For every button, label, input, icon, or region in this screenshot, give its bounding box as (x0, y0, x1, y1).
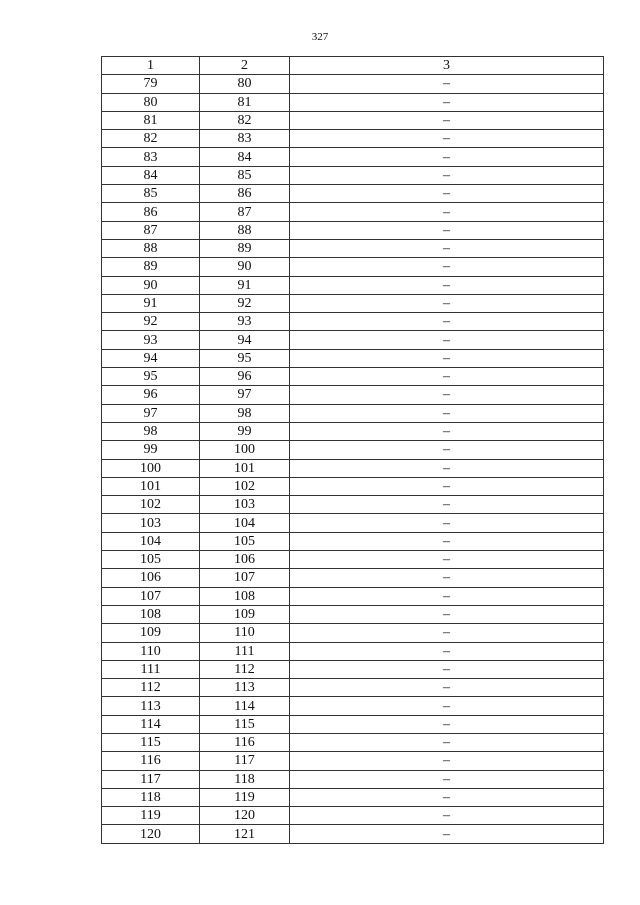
table-cell-col-3: – (290, 75, 604, 93)
table-cell-col-1: 97 (102, 404, 200, 422)
table-cell-col-2: 98 (200, 404, 290, 422)
table-row (102, 239, 604, 257)
table-cell-col-1: 102 (102, 496, 200, 514)
table-cell-col-3: – (290, 624, 604, 642)
table-row (102, 221, 604, 239)
table-cell-col-2: 107 (200, 569, 290, 587)
table-cell-col-2: 88 (200, 221, 290, 239)
table-cell-col-2: 116 (200, 733, 290, 751)
table-cell-col-1: 109 (102, 624, 200, 642)
table-cell-col-1: 98 (102, 422, 200, 440)
table-row (102, 697, 604, 715)
table-row (102, 551, 604, 569)
table-cell-col-3: – (290, 386, 604, 404)
column-header-1: 1 (102, 57, 200, 75)
table-cell-col-1: 80 (102, 93, 200, 111)
table-cell-col-1: 120 (102, 825, 200, 843)
table-row (102, 294, 604, 312)
table-cell-col-2: 113 (200, 679, 290, 697)
table-cell-col-1: 87 (102, 221, 200, 239)
table-cell-col-3: – (290, 825, 604, 843)
table-cell-col-1: 96 (102, 386, 200, 404)
table-cell-col-3: – (290, 788, 604, 806)
table-cell-col-1: 115 (102, 733, 200, 751)
page-number: 327 (311, 31, 329, 43)
table-cell-col-1: 94 (102, 349, 200, 367)
table-cell-col-1: 89 (102, 258, 200, 276)
table-row (102, 514, 604, 532)
table-row (102, 422, 604, 440)
table-row (102, 825, 604, 843)
table-cell-col-1: 108 (102, 605, 200, 623)
table-cell-col-1: 99 (102, 441, 200, 459)
table-cell-col-3: – (290, 258, 604, 276)
table-row (102, 75, 604, 93)
table-row (102, 770, 604, 788)
table-cell-col-1: 103 (102, 514, 200, 532)
table-cell-col-1: 110 (102, 642, 200, 660)
table-row (102, 276, 604, 294)
table-cell-col-1: 105 (102, 551, 200, 569)
table-cell-col-3: – (290, 715, 604, 733)
table-cell-col-1: 118 (102, 788, 200, 806)
table-cell-col-1: 116 (102, 752, 200, 770)
table-cell-col-2: 85 (200, 166, 290, 184)
table-cell-col-1: 114 (102, 715, 200, 733)
table-row (102, 441, 604, 459)
table-row (102, 368, 604, 386)
table-row (102, 313, 604, 331)
table-cell-col-3: – (290, 660, 604, 678)
table-cell-col-2: 108 (200, 587, 290, 605)
table-cell-col-2: 97 (200, 386, 290, 404)
table-cell-col-1: 82 (102, 130, 200, 148)
table-cell-col-2: 91 (200, 276, 290, 294)
table-cell-col-2: 80 (200, 75, 290, 93)
table-row (102, 349, 604, 367)
table-cell-col-3: – (290, 496, 604, 514)
table-row (102, 111, 604, 129)
table-cell-col-3: – (290, 221, 604, 239)
table-cell-col-1: 79 (102, 75, 200, 93)
table-row (102, 660, 604, 678)
table-cell-col-2: 106 (200, 551, 290, 569)
table-cell-col-3: – (290, 422, 604, 440)
table-cell-col-3: – (290, 770, 604, 788)
table-cell-col-3: – (290, 313, 604, 331)
table-cell-col-3: – (290, 532, 604, 550)
table-row (102, 715, 604, 733)
table-cell-col-2: 102 (200, 477, 290, 495)
table-cell-col-3: – (290, 477, 604, 495)
table-cell-col-2: 96 (200, 368, 290, 386)
table-row (102, 203, 604, 221)
table-cell-col-3: – (290, 349, 604, 367)
table-cell-col-2: 87 (200, 203, 290, 221)
table-cell-col-3: – (290, 404, 604, 422)
table-cell-col-1: 111 (102, 660, 200, 678)
table-row (102, 93, 604, 111)
table-cell-col-2: 95 (200, 349, 290, 367)
table-body (102, 75, 604, 843)
table-row (102, 185, 604, 203)
table-cell-col-2: 99 (200, 422, 290, 440)
table-cell-col-2: 82 (200, 111, 290, 129)
table-cell-col-3: – (290, 441, 604, 459)
table-cell-col-3: – (290, 148, 604, 166)
table-row (102, 477, 604, 495)
table-cell-col-2: 92 (200, 294, 290, 312)
table-cell-col-3: – (290, 185, 604, 203)
table-cell-col-2: 112 (200, 660, 290, 678)
table-cell-col-1: 117 (102, 770, 200, 788)
table-row (102, 624, 604, 642)
table-cell-col-2: 84 (200, 148, 290, 166)
table-row (102, 807, 604, 825)
table-cell-col-2: 111 (200, 642, 290, 660)
table-cell-col-2: 83 (200, 130, 290, 148)
table-row (102, 386, 604, 404)
table-cell-col-3: – (290, 276, 604, 294)
table-cell-col-2: 104 (200, 514, 290, 532)
table-header (102, 57, 604, 75)
table-row (102, 130, 604, 148)
table-cell-col-1: 106 (102, 569, 200, 587)
table-cell-col-2: 114 (200, 697, 290, 715)
table-cell-col-2: 119 (200, 788, 290, 806)
table-cell-col-2: 120 (200, 807, 290, 825)
table-cell-col-3: – (290, 569, 604, 587)
table-cell-col-3: – (290, 587, 604, 605)
table-row (102, 148, 604, 166)
column-header-3: 3 (290, 57, 604, 75)
table-cell-col-2: 100 (200, 441, 290, 459)
table-row (102, 331, 604, 349)
table-cell-col-3: – (290, 697, 604, 715)
table-row (102, 733, 604, 751)
table-row (102, 532, 604, 550)
table-cell-col-2: 101 (200, 459, 290, 477)
table-cell-col-1: 113 (102, 697, 200, 715)
table-cell-col-1: 107 (102, 587, 200, 605)
table-cell-col-1: 100 (102, 459, 200, 477)
table-cell-col-2: 86 (200, 185, 290, 203)
table-cell-col-1: 93 (102, 331, 200, 349)
table-cell-col-3: – (290, 514, 604, 532)
table-cell-col-1: 119 (102, 807, 200, 825)
table-row (102, 788, 604, 806)
table-cell-col-3: – (290, 679, 604, 697)
table-row (102, 496, 604, 514)
table-cell-col-1: 91 (102, 294, 200, 312)
table-row (102, 605, 604, 623)
table-cell-col-1: 81 (102, 111, 200, 129)
table-cell-col-2: 94 (200, 331, 290, 349)
table-cell-col-2: 89 (200, 239, 290, 257)
table-row (102, 258, 604, 276)
table-cell-col-1: 83 (102, 148, 200, 166)
table-row (102, 166, 604, 184)
table-row (102, 459, 604, 477)
table-row (102, 679, 604, 697)
data-table (101, 56, 604, 844)
table-cell-col-1: 90 (102, 276, 200, 294)
table-cell-col-2: 103 (200, 496, 290, 514)
table-cell-col-3: – (290, 111, 604, 129)
table-cell-col-1: 104 (102, 532, 200, 550)
table-cell-col-3: – (290, 752, 604, 770)
header-row (102, 57, 604, 75)
table-cell-col-2: 118 (200, 770, 290, 788)
table-cell-col-2: 81 (200, 93, 290, 111)
table-row (102, 569, 604, 587)
table-cell-col-1: 101 (102, 477, 200, 495)
table-cell-col-3: – (290, 459, 604, 477)
table-cell-col-3: – (290, 294, 604, 312)
table-cell-col-2: 93 (200, 313, 290, 331)
table-cell-col-3: – (290, 166, 604, 184)
table-cell-col-2: 115 (200, 715, 290, 733)
table-cell-col-3: – (290, 239, 604, 257)
table-cell-col-1: 85 (102, 185, 200, 203)
table-cell-col-3: – (290, 733, 604, 751)
table-cell-col-2: 117 (200, 752, 290, 770)
table-row (102, 642, 604, 660)
table-cell-col-3: – (290, 93, 604, 111)
table-cell-col-2: 110 (200, 624, 290, 642)
column-header-2: 2 (200, 57, 290, 75)
table-cell-col-2: 105 (200, 532, 290, 550)
table-row (102, 752, 604, 770)
table-cell-col-3: – (290, 130, 604, 148)
table-row (102, 587, 604, 605)
table-cell-col-3: – (290, 368, 604, 386)
table-cell-col-3: – (290, 807, 604, 825)
table-cell-col-3: – (290, 642, 604, 660)
table-cell-col-3: – (290, 331, 604, 349)
table-cell-col-2: 109 (200, 605, 290, 623)
table-cell-col-1: 112 (102, 679, 200, 697)
table-cell-col-3: – (290, 203, 604, 221)
table-row (102, 404, 604, 422)
table-cell-col-3: – (290, 605, 604, 623)
table-cell-col-1: 86 (102, 203, 200, 221)
table-cell-col-1: 88 (102, 239, 200, 257)
table-cell-col-2: 90 (200, 258, 290, 276)
table-cell-col-2: 121 (200, 825, 290, 843)
table-cell-col-3: – (290, 551, 604, 569)
table-cell-col-1: 92 (102, 313, 200, 331)
table-cell-col-1: 95 (102, 368, 200, 386)
table-cell-col-1: 84 (102, 166, 200, 184)
